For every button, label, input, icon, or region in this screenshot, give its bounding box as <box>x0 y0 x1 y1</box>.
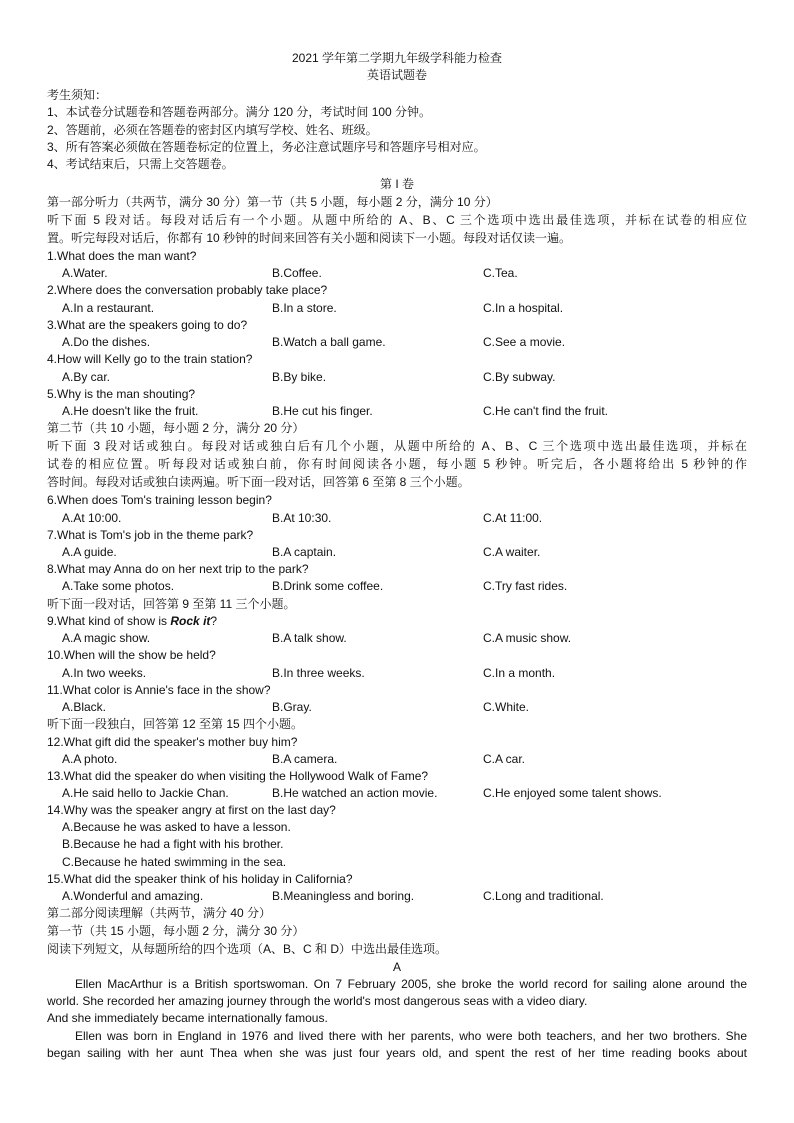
notice-item: 3、所有答案必须做在答题卷标定的位置上，务必注意试题序号和答题序号相对应。 <box>47 140 486 154</box>
option-b: B.Watch a ball game. <box>272 335 386 349</box>
option-a: A.Black. <box>62 700 107 714</box>
question-stem-end: ? <box>210 614 218 628</box>
option-b: B.In three weeks. <box>272 666 365 680</box>
question-stem: 15.What did the speaker think of his holiday in California? <box>47 872 353 886</box>
section2-instruction: 听下面 3 段对话或独白。每段对话或独白后有几个小题，从题中所给的 A、B、C 三个选项中选出最佳选项，并标在 <box>47 439 747 453</box>
notice-item: 2、答题前，必须在答题卷的密封区内填写学校、姓名、班级。 <box>47 123 378 137</box>
part1-instruction: 听下面 5 段对话。每段对话后有一个小题。从题中所给的 A、B、C 三个选项中选出最佳选项，并标在试卷的相应位 <box>47 213 747 227</box>
option-a: A.A photo. <box>62 752 118 766</box>
notice-heading: 考生须知： <box>47 88 108 102</box>
question-stem: 12.What gift did the speaker's mother buy him? <box>47 735 298 749</box>
question-stem: 8.What may Anna do on her next trip to the park? <box>47 562 309 576</box>
option-a: A.By car. <box>62 370 111 384</box>
question-stem: 14.Why was the speaker angry at first on the last day? <box>47 803 336 817</box>
option-c: C.A music show. <box>483 631 572 645</box>
option-a: A.A guide. <box>62 545 117 559</box>
option-b: B.At 10:30. <box>272 511 332 525</box>
question-stem: 1.What does the man want? <box>47 249 197 263</box>
option-a: A.A magic show. <box>62 631 151 645</box>
notice-item: 4、考试结束后，只需上交答题卷。 <box>47 157 234 171</box>
passage-line: Ellen was born in England in 1976 and lived there with her parents, who were both teachers, and her two brothers. She <box>75 1029 747 1043</box>
question-stem: 2.Where does the conversation probably take place? <box>47 283 328 297</box>
sub-instruction: 听下面一段对话，回答第 9 至第 11 三个小题。 <box>47 597 296 611</box>
passage-line: began sailing with her aunt Thea when she was just four years old, and spent the rest of her time reading books about <box>47 1046 747 1060</box>
passage-line: Ellen MacArthur is a British sportswoman. On 7 February 2005, she broke the world record for sailing alone around the <box>75 977 747 991</box>
option-c: C.A waiter. <box>483 545 541 559</box>
option-b: B.A talk show. <box>272 631 347 645</box>
option-b: B.Because he had a fight with his brother. <box>62 837 284 851</box>
option-b: B.A camera. <box>272 752 338 766</box>
option-a: A.He doesn't like the fruit. <box>62 404 199 418</box>
option-a: A.Do the dishes. <box>62 335 151 349</box>
option-b: B.Meaningless and boring. <box>272 889 415 903</box>
sub-instruction: 听下面一段独白，回答第 12 至第 15 四个小题。 <box>47 717 304 731</box>
part2-section1-heading: 第一节（共 15 小题，每小题 2 分，满分 30 分） <box>47 924 305 938</box>
option-b: B.In a store. <box>272 301 337 315</box>
option-b: B.He watched an action movie. <box>272 786 438 800</box>
option-a: A.Take some photos. <box>62 579 175 593</box>
option-a: A.He said hello to Jackie Chan. <box>62 786 229 800</box>
passage-line: And she immediately became internationally famous. <box>47 1011 328 1025</box>
section2-instruction: 试卷的相应位置。听每段对话或独白前，你有时间阅读各小题，每小题 5 秒钟。听完后，各小题将给出 5 秒钟的作 <box>47 457 747 471</box>
question-stem <box>47 613 217 630</box>
option-a: A.Because he was asked to have a lesson. <box>62 820 291 834</box>
part1-heading: 第一部分听力（共两节，满分 30 分）第一节（共 5 小题，每小题 2 分，满分 10 分） <box>47 195 498 209</box>
volume-label: 第 I 卷 <box>379 177 414 191</box>
question-stem: 11.What color is Annie's face in the show? <box>47 683 271 697</box>
option-c: C.By subway. <box>483 370 556 384</box>
option-c: C.He can't find the fruit. <box>483 404 609 418</box>
question-stem: 13.What did the speaker do when visiting the Hollywood Walk of Fame? <box>47 769 429 783</box>
option-a: A.At 10:00. <box>62 511 122 525</box>
option-c: C.See a movie. <box>483 335 566 349</box>
option-a: A.Water. <box>62 266 108 280</box>
option-b: B.Coffee. <box>272 266 322 280</box>
option-c: C.Long and traditional. <box>483 889 604 903</box>
option-c: C.Try fast rides. <box>483 579 568 593</box>
section2-instruction: 答时间。每段对话或独白读两遍。听下面一段对话，回答第 6 至第 8 三个小题。 <box>47 475 470 489</box>
question-stem: 4.How will Kelly go to the train station? <box>47 352 253 366</box>
exam-subtitle: 英语试题卷 <box>366 68 427 82</box>
option-a: A.In two weeks. <box>62 666 147 680</box>
option-a: A.Wonderful and amazing. <box>62 889 204 903</box>
option-c: C.Because he hated swimming in the sea. <box>62 855 287 869</box>
option-c: C.In a hospital. <box>483 301 564 315</box>
option-b: B.Drink some coffee. <box>272 579 384 593</box>
option-b: B.A captain. <box>272 545 337 559</box>
option-c: C.White. <box>483 700 530 714</box>
option-c: C.A car. <box>483 752 526 766</box>
option-a: A.In a restaurant. <box>62 301 155 315</box>
question-stem: 7.What is Tom's job in the theme park? <box>47 528 254 542</box>
option-c: C.In a month. <box>483 666 556 680</box>
option-c: C.He enjoyed some talent shows. <box>483 786 662 800</box>
passage-label: A <box>392 960 401 974</box>
exam-title: 2021 学年第二学期九年级学科能力检查 <box>291 51 503 65</box>
question-stem: 6.When does Tom's training lesson begin? <box>47 493 272 507</box>
part2-heading: 第二部分阅读理解（共两节，满分 40 分） <box>47 906 272 920</box>
option-b: B.He cut his finger. <box>272 404 373 418</box>
option-c: C.Tea. <box>483 266 518 280</box>
part2-instruction: 阅读下列短文，从每题所给的四个选项（A、B、C 和 D）中选出最佳选项。 <box>47 942 448 956</box>
question-stem: 5.Why is the man shouting? <box>47 387 196 401</box>
question-stem: 10.When will the show be held? <box>47 648 216 662</box>
passage-line: world. She recorded her amazing journey through the world's most dangerous seas with a video diary. <box>47 994 588 1008</box>
option-b: B.Gray. <box>272 700 312 714</box>
show-title: Rock it <box>170 614 211 628</box>
part1-instruction: 置。听完每段对话后，你都有 10 秒钟的时间来回答有关小题和阅读下一小题。每段对话仅读一遍。 <box>47 231 572 245</box>
section2-heading: 第二节（共 10 小题，每小题 2 分，满分 20 分） <box>47 421 305 435</box>
notice-item: 1、本试卷分试题卷和答题卷两部分。满分 120 分，考试时间 100 分钟。 <box>47 105 432 119</box>
option-c: C.At 11:00. <box>483 511 543 525</box>
question-stem-text: 9.What kind of show is <box>47 614 171 628</box>
question-stem: 3.What are the speakers going to do? <box>47 318 248 332</box>
option-b: B.By bike. <box>272 370 327 384</box>
